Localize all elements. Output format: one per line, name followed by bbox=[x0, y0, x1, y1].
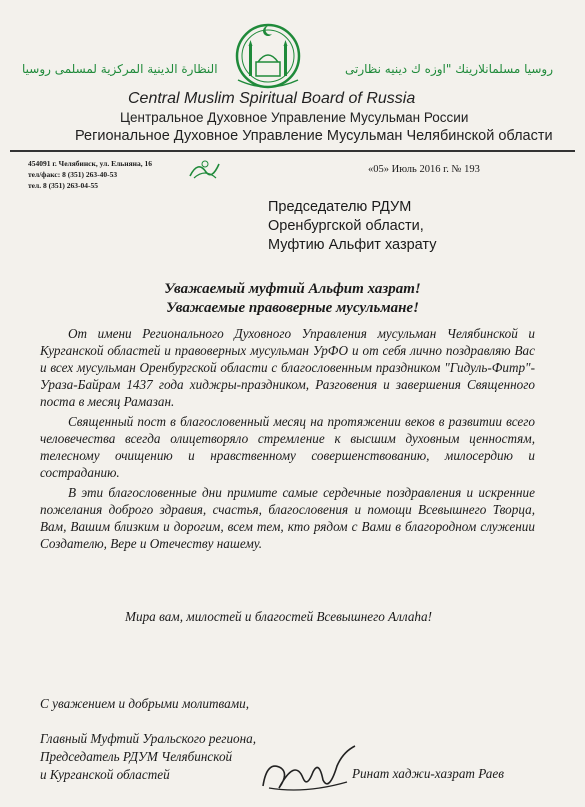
header-arabic-right: روسيا مسلمانلارينك "اوزه ك دينيه نظارتى bbox=[345, 62, 554, 76]
address-block bbox=[28, 158, 152, 191]
header-divider bbox=[10, 150, 575, 152]
handwritten-signature bbox=[255, 738, 365, 798]
body-paragraph: В эти благословенные дни примите самые сердечные поздравления и искренние пожелания доброго здравия, счастья, благословения и помощи Всевышнего Творца, Вам, Вашим близким и дорогим, всем тем, кто рядом с Вами в благородном служении Создателю, Вере и Отечеству нашему. bbox=[40, 485, 535, 551]
calligraphy-tughra-icon bbox=[188, 156, 222, 182]
signatory-title-line: Председатель РДУМ Челябинской bbox=[40, 749, 233, 764]
regional-organization-name: Региональное Духовное Управление Мусульман Челябинской области bbox=[75, 128, 553, 144]
salutation-line: Уважаемый муфтий Альфит хазрат! bbox=[164, 281, 421, 297]
mosque-emblem-icon bbox=[234, 20, 302, 90]
body-paragraph: Священный пост в благословенный месяц на протяжении веков в развитии всего человечества всегда олицетворяло стремление к высшим духовным ценностям, телесному очищению и нравственному совершенствованию, милосердию и состраданию. bbox=[40, 414, 535, 480]
phone-fax-line: тел/факс: 8 (351) 263-40-53 bbox=[28, 170, 118, 179]
closing-blessing: Мира вам, милостей и благостей Всевышнего Аллаhа! bbox=[125, 609, 433, 624]
body-paragraph: От имени Регионального Духовного Управления мусульман Челябинской и Курганской областей и правоверных мусульман УрФО и от себя лично поздравляю Вас и всех мусульман Оренбургской области с благословенным праздником "Гидуль-Фитр"- Ураза-Байрам 1437 года хиджры-праздником, Разговения и завершения Священного поста в месяц Рамазан. bbox=[40, 326, 535, 409]
phone-line: тел. 8 (351) 263-04-55 bbox=[28, 181, 98, 190]
salutation-line: Уважаемые правоверные мусульмане! bbox=[166, 300, 419, 316]
signatory-titles bbox=[40, 730, 256, 784]
signer-name: Ринат хаджи-хазрат Раев bbox=[352, 766, 504, 781]
regards-line: С уважением и добрыми молитвами, bbox=[40, 696, 250, 711]
address-line: 454091 г. Челябинск, ул. Ельняна, 16 bbox=[28, 159, 152, 168]
recipient-line: Председателю РДУМ bbox=[268, 199, 412, 215]
organization-name-english: Central Muslim Spiritual Board of Russia bbox=[128, 90, 416, 107]
letter-body bbox=[40, 325, 535, 555]
document-date-number: «05» Июль 2016 г. № 193 bbox=[368, 164, 480, 175]
salutation bbox=[0, 280, 585, 318]
organization-name-russian: Центральное Духовное Управление Мусульман России bbox=[120, 110, 469, 125]
signatory-title-line: Главный Муфтий Уральского региона, bbox=[40, 731, 257, 746]
recipient-block bbox=[268, 198, 436, 255]
signatory-title-line: и Курганской областей bbox=[40, 767, 170, 782]
recipient-line: Муфтию Альфит хазрату bbox=[268, 237, 437, 253]
header-arabic-left: النظارة الدينية المركزية لمسلمى روسيا bbox=[22, 62, 218, 76]
recipient-line: Оренбургской области, bbox=[268, 218, 424, 234]
